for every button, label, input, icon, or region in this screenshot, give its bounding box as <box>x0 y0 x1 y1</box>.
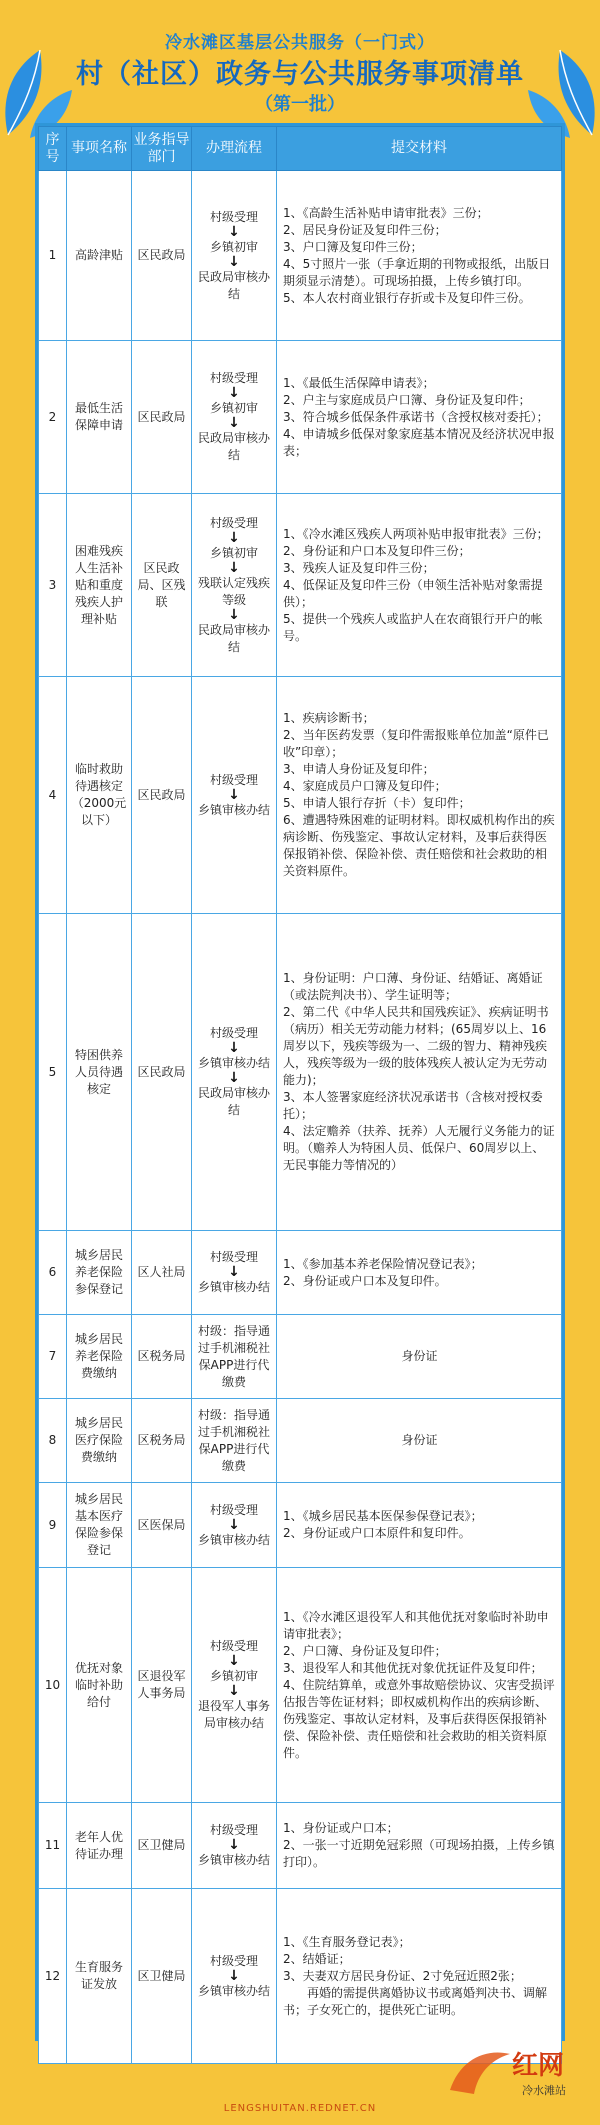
logo-text: 红网 <box>512 2051 565 2081</box>
process-step: 乡镇审核办结 <box>197 1853 270 1867</box>
process-flow <box>192 1889 277 2064</box>
table-row <box>39 677 562 914</box>
service-name: 最低生活保障申请 <box>67 341 132 494</box>
table-header-row <box>39 127 562 171</box>
material-item: 4、法定赡养（扶养、抚养）人无履行义务能力的证明。（赡养人为特困人员、低保户、60周岁以上、无民事能力等情况的） <box>283 1124 555 1172</box>
process-step: 乡镇初审 <box>209 239 258 254</box>
material-item: 4、住院结算单，或意外事故赔偿协议、灾害受损评估报告等佐证材料；即权威机构作出的疾病诊断、伤残鉴定、事故认定材料，及事后获得医保报销补偿、保险补偿、责任赔偿和社会救助的相关资料原件。 <box>283 1677 555 1760</box>
page-title: 村（社区）政务与公共服务事项清单 <box>76 59 524 90</box>
material-item: 1、《冷水滩区残疾人两项补贴申报审批表》三份； <box>283 526 549 541</box>
arrow-down-icon: ↓ <box>228 786 240 803</box>
arrow-down-icon: ↓ <box>228 1837 240 1853</box>
table-row <box>39 1889 562 2064</box>
services-table <box>38 126 562 2064</box>
process-step: 村级受理 <box>209 371 258 385</box>
material-item: 身份证 <box>401 1433 438 1447</box>
col-header-dept: 业务指导部门 <box>132 127 192 171</box>
arrow-down-icon: ↓ <box>228 1070 240 1086</box>
guiding-dept: 区卫健局 <box>132 1803 192 1889</box>
material-item: 4、申请城乡低保对象家庭基本情况及经济状况申报表； <box>283 426 555 458</box>
material-item: 2、身份证或户口本原件和复印件。 <box>283 1526 471 1540</box>
process-step: 乡镇审核办结 <box>197 1056 270 1070</box>
guiding-dept: 区税务局 <box>132 1399 192 1483</box>
arrow-down-icon: ↓ <box>228 1683 240 1699</box>
arrow-down-icon: ↓ <box>228 1516 240 1533</box>
guiding-dept: 区人社局 <box>132 1231 192 1315</box>
arrow-down-icon: ↓ <box>228 1040 240 1056</box>
process-flow <box>192 1803 277 1889</box>
process-step: 乡镇审核办结 <box>197 802 270 817</box>
arrow-down-icon: ↓ <box>228 559 240 576</box>
service-name: 高龄津贴 <box>67 171 132 341</box>
materials-list <box>277 171 562 341</box>
table-row <box>39 341 562 494</box>
process-step: 残联认定残疾等级 <box>197 575 270 607</box>
page-header <box>0 0 600 120</box>
row-number: 11 <box>39 1803 67 1889</box>
service-name: 城乡居民医疗保险费缴纳 <box>67 1399 132 1483</box>
row-number: 12 <box>39 1889 67 2064</box>
material-item: 1、身份证明：户口薄、身份证、结婚证、离婚证（或法院判决书）、学生证明等； <box>283 971 543 1002</box>
material-item: 3、申请人身份证及复印件； <box>283 762 435 776</box>
arrow-down-icon: ↓ <box>228 1967 240 1984</box>
arrow-down-icon: ↓ <box>228 415 240 431</box>
materials-list <box>277 1483 562 1568</box>
guiding-dept: 区税务局 <box>132 1315 192 1399</box>
process-flow <box>192 494 277 677</box>
process-step: 村级受理 <box>209 1250 258 1264</box>
row-number: 6 <box>39 1231 67 1315</box>
row-number: 4 <box>39 677 67 914</box>
process-step: 村级受理 <box>209 515 258 530</box>
material-item: 3、残疾人证及复印件三份； <box>283 560 435 575</box>
arrow-down-icon: ↓ <box>228 223 240 240</box>
materials-list <box>277 677 562 914</box>
process-step: 民政局审核办结 <box>197 269 270 301</box>
service-name: 临时救助待遇核定（2000元以下） <box>67 677 132 914</box>
row-number: 1 <box>39 171 67 341</box>
material-item: 1、身份证或户口本； <box>283 1821 399 1835</box>
process-flow <box>192 677 277 914</box>
process-step: 乡镇初审 <box>209 401 258 415</box>
arrow-down-icon: ↓ <box>228 385 240 401</box>
process-flow <box>192 1231 277 1315</box>
materials-list <box>277 1803 562 1889</box>
process-flow <box>192 1399 277 1483</box>
process-step: 村级受理 <box>209 1026 258 1040</box>
material-item: 身份证 <box>401 1349 438 1363</box>
material-item: 2、户口簿、身份证及复印件； <box>283 1643 447 1658</box>
row-number: 8 <box>39 1399 67 1483</box>
process-step: 乡镇审核办结 <box>197 1532 270 1547</box>
material-item: 2、身份证和户口本及复印件三份； <box>283 543 471 558</box>
row-number: 5 <box>39 914 67 1231</box>
service-name: 困难残疾人生活补贴和重度残疾人护理补贴 <box>67 494 132 677</box>
material-item: 2、当年医药发票（复印件需报账单位加盖“原件已收”印章）； <box>283 728 549 759</box>
material-item: 1、《参加基本养老保险情况登记表》； <box>283 1256 483 1271</box>
process-step: 村级受理 <box>209 1953 258 1968</box>
service-name: 城乡居民养老保险参保登记 <box>67 1231 132 1315</box>
material-item: 5、本人农村商业银行存折或卡及复印件三份。 <box>283 290 531 305</box>
material-item: 1、《城乡居民基本医保参保登记表》； <box>283 1509 483 1523</box>
header-subtitle: 冷水滩区基层公共服务（一门式） <box>165 33 435 53</box>
material-item: 再婚的需提供离婚协议书或离婚判决书、调解书；子女死亡的，提供死亡证明。 <box>283 1985 548 2017</box>
table-row <box>39 171 562 341</box>
process-step: 村级受理 <box>209 209 258 224</box>
arrow-down-icon: ↓ <box>228 1264 240 1280</box>
process-step: 村级受理 <box>209 1823 258 1837</box>
service-name: 城乡居民基本医疗保险参保登记 <box>67 1483 132 1568</box>
material-item: 1、疾病诊断书； <box>283 711 375 725</box>
process-flow <box>192 341 277 494</box>
service-name: 特困供养人员待遇核定 <box>67 914 132 1231</box>
logo-subtext: 冷水滩站 <box>522 2084 566 2097</box>
service-name: 生育服务证发放 <box>67 1889 132 2064</box>
process-step: 乡镇审核办结 <box>197 1280 270 1294</box>
guiding-dept: 区民政局 <box>132 677 192 914</box>
material-item: 4、家庭成员户口簿及复印件； <box>283 779 447 793</box>
arrow-down-icon: ↓ <box>228 529 240 546</box>
material-item: 3、户口簿及复印件三份； <box>283 239 423 254</box>
materials-list <box>277 341 562 494</box>
guiding-dept: 区民政局 <box>132 914 192 1231</box>
process-step: 退役军人事务局审核办结 <box>197 1699 270 1730</box>
row-number: 7 <box>39 1315 67 1399</box>
row-number: 9 <box>39 1483 67 1568</box>
material-item: 5、申请人银行存折（卡）复印件； <box>283 796 471 810</box>
material-item: 1、《最低生活保障申请表》； <box>283 375 435 390</box>
batch-label: （第一批） <box>255 94 345 115</box>
material-item: 6、遭遇特殊困难的证明材料。即权威机构作出的疾病诊断、伤残鉴定、事故认定材料，及事后获得医保报销补偿、保险补偿、责任赔偿和社会救助的相关资料原件。 <box>283 813 555 878</box>
material-item: 2、身份证或户口本及复印件。 <box>283 1273 447 1288</box>
materials-list <box>277 1315 562 1399</box>
material-item: 5、提供一个残疾人或监护人在农商银行开户的帐号。 <box>283 611 543 643</box>
process-flow <box>192 1483 277 1568</box>
table-row <box>39 914 562 1231</box>
material-item: 2、户主与家庭成员户口簿、身份证及复印件； <box>283 392 531 407</box>
process-flow <box>192 1568 277 1803</box>
table-row <box>39 1483 562 1568</box>
materials-list <box>277 1231 562 1315</box>
process-flow <box>192 914 277 1231</box>
table-row <box>39 1803 562 1889</box>
process-step: 乡镇初审 <box>209 545 258 560</box>
material-item: 1、《高龄生活补贴申请审批表》三份； <box>283 205 489 220</box>
table-row <box>39 1231 562 1315</box>
process-step: 民政局审核办结 <box>197 622 270 654</box>
guiding-dept: 区卫健局 <box>132 1889 192 2064</box>
material-item: 3、夫妻双方居民身份证、2寸免冠近照2张； <box>283 1968 522 1983</box>
col-header-process: 办理流程 <box>192 127 277 171</box>
material-item: 2、第二代《中华人民共和国残疾证》、疾病证明书（病历）相关无劳动能力材料；(65周岁以上、16周岁以下，残疾等级为一、二级的智力、精神残疾人，残疾等级为一级的肢体残疾人被认定为无劳动能力)； <box>283 1005 549 1087</box>
process-step: 村级受理 <box>209 772 258 787</box>
row-number: 2 <box>39 341 67 494</box>
services-table-frame <box>35 123 565 2041</box>
guiding-dept: 区退役军人事务局 <box>132 1568 192 1803</box>
col-header-name: 事项名称 <box>67 127 132 171</box>
arrow-down-icon: ↓ <box>228 1653 240 1669</box>
guiding-dept: 区民政局、区残联 <box>132 494 192 677</box>
process-step: 村级受理 <box>209 1502 258 1517</box>
row-number: 10 <box>39 1568 67 1803</box>
material-item: 3、退役军人和其他优抚对象优抚证件及复印件； <box>283 1660 543 1675</box>
material-item: 3、本人签署家庭经济状况承诺书（含核对授权委托）； <box>283 1090 543 1121</box>
materials-list <box>277 494 562 677</box>
material-item: 4、5寸照片一张（手拿近期的刊物或报纸，出版日期须显示清楚）。可现场拍摄，上传乡镇打印。 <box>283 256 551 288</box>
materials-list <box>277 1889 562 2064</box>
material-item: 2、结婚证； <box>283 1951 351 1966</box>
materials-list <box>277 1568 562 1803</box>
process-step: 村级：指导通过手机湘税社保APP进行代缴费 <box>197 1407 270 1473</box>
table-row <box>39 1315 562 1399</box>
col-header-materials: 提交材料 <box>277 127 562 171</box>
material-item: 1、《冷水滩区退役军人和其他优抚对象临时补助申请审批表》； <box>283 1609 549 1641</box>
process-step: 乡镇审核办结 <box>197 1983 270 1998</box>
arrow-down-icon: ↓ <box>228 253 240 270</box>
material-item: 2、一张一寸近期免冠彩照（可现场拍摄，上传乡镇打印）。 <box>283 1838 555 1869</box>
service-name: 优抚对象临时补助给付 <box>67 1568 132 1803</box>
site-url: LENGSHUITAN.REDNET.CN <box>223 2103 377 2114</box>
guiding-dept: 区民政局 <box>132 171 192 341</box>
service-name: 老年人优待证办理 <box>67 1803 132 1889</box>
process-step: 村级受理 <box>209 1639 258 1653</box>
col-header-no: 序号 <box>39 127 67 171</box>
process-flow <box>192 1315 277 1399</box>
process-flow <box>192 171 277 341</box>
table-row <box>39 1568 562 1803</box>
table-row <box>39 1399 562 1483</box>
process-step: 民政局审核办结 <box>197 1086 270 1117</box>
guiding-dept: 区医保局 <box>132 1483 192 1568</box>
material-item: 1、《生育服务登记表》； <box>283 1934 411 1949</box>
material-item: 2、居民身份证及复印件三份； <box>283 222 447 237</box>
arrow-down-icon: ↓ <box>228 606 240 623</box>
material-item: 4、低保证及复印件三份（申领生活补贴对象需提供）； <box>283 577 543 609</box>
guiding-dept: 区民政局 <box>132 341 192 494</box>
materials-list <box>277 1399 562 1483</box>
process-step: 乡镇初审 <box>209 1669 258 1683</box>
process-step: 村级：指导通过手机湘税社保APP进行代缴费 <box>197 1323 270 1389</box>
materials-list <box>277 914 562 1231</box>
material-item: 3、符合城乡低保条件承诺书（含授权核对委托）； <box>283 409 549 424</box>
service-name: 城乡居民养老保险费缴纳 <box>67 1315 132 1399</box>
process-step: 民政局审核办结 <box>197 431 270 462</box>
rednet-logo-icon <box>440 2040 580 2100</box>
row-number: 3 <box>39 494 67 677</box>
table-row <box>39 494 562 677</box>
